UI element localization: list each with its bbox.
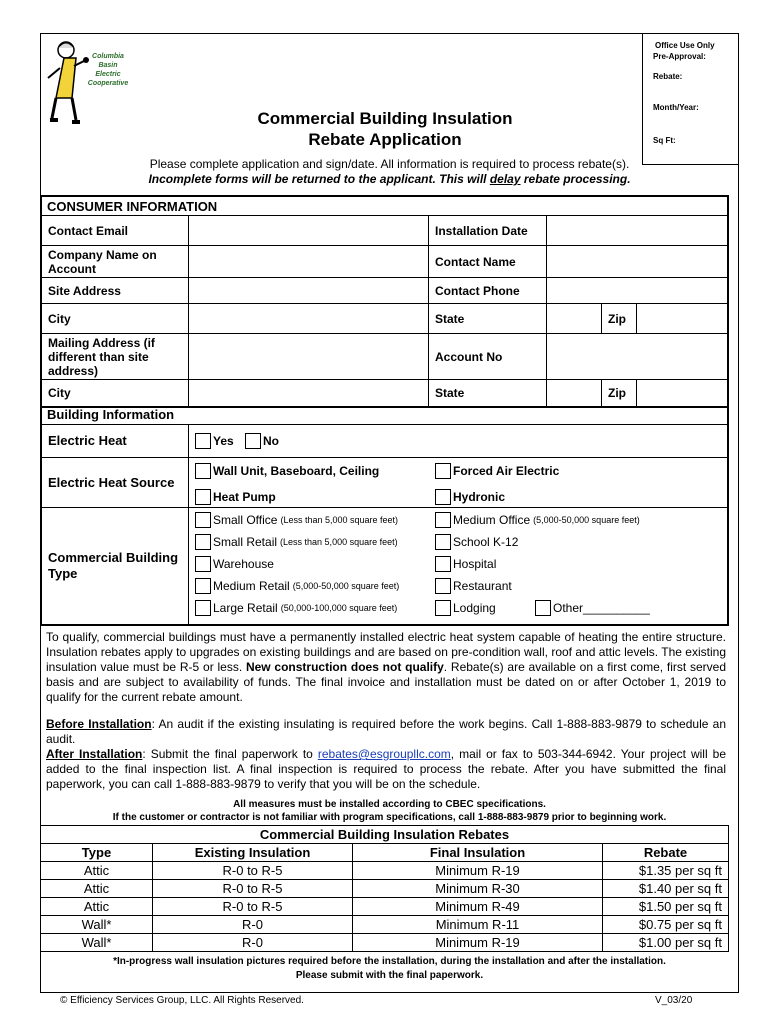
table-cell: Wall* bbox=[41, 916, 153, 934]
checkbox-icon[interactable] bbox=[195, 489, 211, 505]
electric-heat-no[interactable]: No bbox=[245, 433, 279, 449]
table-cell: $1.50 per sq ft bbox=[603, 898, 729, 916]
state-field[interactable] bbox=[547, 304, 602, 333]
electric-heat-yes[interactable]: Yes bbox=[195, 433, 234, 449]
contact-phone-label: Contact Phone bbox=[429, 278, 547, 303]
table-row bbox=[41, 916, 729, 934]
table-cell: Attic bbox=[41, 862, 153, 880]
checkbox-icon[interactable] bbox=[195, 578, 211, 594]
table-row bbox=[42, 334, 727, 380]
mailing-address-label: Mailing Address (if different than site address) bbox=[42, 334, 189, 379]
option-large-retail[interactable]: Large Retail (50,000-100,000 square feet) bbox=[195, 600, 397, 616]
table-row bbox=[41, 844, 729, 862]
table-row bbox=[42, 508, 727, 624]
column-header: Rebate bbox=[603, 844, 729, 862]
contact-name-field[interactable] bbox=[547, 246, 727, 277]
table-row bbox=[41, 826, 729, 844]
mailing-address-field[interactable] bbox=[189, 334, 429, 379]
copyright: © Efficiency Services Group, LLC. All Rights Reserved. bbox=[60, 995, 304, 1006]
checkbox-icon[interactable] bbox=[195, 534, 211, 550]
table-cell: Minimum R-19 bbox=[353, 862, 603, 880]
table-cell: Minimum R-30 bbox=[353, 880, 603, 898]
form-title: Commercial Building Insulation Rebate Application bbox=[257, 109, 513, 149]
consumer-information-table bbox=[40, 195, 729, 408]
option-heat-pump[interactable]: Heat Pump bbox=[195, 489, 276, 505]
option-hydronic[interactable]: Hydronic bbox=[435, 489, 505, 505]
checkbox-icon[interactable] bbox=[435, 489, 451, 505]
table-cell: Minimum R-49 bbox=[353, 898, 603, 916]
option-restaurant[interactable]: Restaurant bbox=[435, 578, 512, 594]
checkbox-icon[interactable] bbox=[195, 433, 211, 449]
building-information-table bbox=[40, 405, 729, 626]
site-address-label: Site Address bbox=[42, 278, 189, 303]
consumer-info-header: CONSUMER INFORMATION bbox=[42, 197, 727, 216]
installation-date-label: Installation Date bbox=[429, 216, 547, 245]
logo-text: Columbia Basin Electric Cooperative bbox=[87, 53, 129, 87]
checkbox-icon[interactable] bbox=[435, 463, 451, 479]
office-sqft-label: Sq Ft: bbox=[653, 136, 676, 145]
version: V_03/20 bbox=[655, 995, 693, 1006]
checkbox-icon[interactable] bbox=[435, 600, 451, 616]
option-hospital[interactable]: Hospital bbox=[435, 556, 496, 572]
option-wall-unit[interactable]: Wall Unit, Baseboard, Ceiling bbox=[195, 463, 379, 479]
option-small-retail[interactable]: Small Retail (Less than 5,000 square feet) bbox=[195, 534, 398, 550]
table-row bbox=[42, 216, 727, 246]
table-row bbox=[42, 458, 727, 508]
table-cell: R-0 to R-5 bbox=[153, 880, 353, 898]
option-lodging[interactable]: Lodging bbox=[435, 600, 496, 616]
building-info-header: Building Information bbox=[42, 405, 727, 425]
checkbox-icon[interactable] bbox=[195, 463, 211, 479]
table-cell: R-0 to R-5 bbox=[153, 898, 353, 916]
table-cell: $1.00 per sq ft bbox=[603, 934, 729, 952]
column-header: Type bbox=[41, 844, 153, 862]
office-use-box bbox=[642, 33, 739, 165]
table-row bbox=[41, 934, 729, 952]
rebate-table bbox=[40, 825, 729, 952]
zip-field[interactable] bbox=[637, 304, 727, 333]
table-row bbox=[42, 425, 727, 458]
city-field[interactable] bbox=[189, 304, 429, 333]
table-row bbox=[41, 880, 729, 898]
table-cell: $1.35 per sq ft bbox=[603, 862, 729, 880]
office-month-year-label: Month/Year: bbox=[653, 103, 699, 112]
checkbox-icon[interactable] bbox=[435, 556, 451, 572]
table-cell: Attic bbox=[41, 898, 153, 916]
contact-before-work-note: If the customer or contractor is not familiar with program specifications, call 1-888-883-9879 prior to beginning work. bbox=[112, 812, 667, 823]
account-no-field[interactable] bbox=[547, 334, 727, 379]
option-other[interactable]: Other__________ bbox=[535, 600, 650, 616]
heat-source-label: Electric Heat Source bbox=[42, 458, 189, 507]
table-cell: R-0 bbox=[153, 916, 353, 934]
checkbox-icon[interactable] bbox=[435, 534, 451, 550]
checkbox-icon[interactable] bbox=[435, 578, 451, 594]
table-cell: Minimum R-11 bbox=[353, 916, 603, 934]
table-cell: Attic bbox=[41, 880, 153, 898]
table-row bbox=[42, 304, 727, 334]
pre-approval-label: Pre-Approval: bbox=[653, 52, 706, 61]
company-name-label: Company Name on Account bbox=[42, 246, 189, 277]
table-cell: Wall* bbox=[41, 934, 153, 952]
table-cell: Minimum R-19 bbox=[353, 934, 603, 952]
option-medium-retail[interactable]: Medium Retail (5,000-50,000 square feet) bbox=[195, 578, 399, 594]
submit-note: Please submit with the final paperwork. bbox=[295, 970, 484, 981]
rebates-email-link[interactable]: rebates@esgroupllc.com bbox=[317, 747, 451, 761]
electric-heat-label: Electric Heat bbox=[42, 425, 189, 457]
incomplete-warning: Incomplete forms will be returned to the applicant. This will delay rebate processing. bbox=[148, 172, 631, 186]
checkbox-icon[interactable] bbox=[195, 600, 211, 616]
mailing-state-field[interactable] bbox=[547, 380, 602, 406]
option-forced-air[interactable]: Forced Air Electric bbox=[435, 463, 559, 479]
checkbox-icon[interactable] bbox=[435, 512, 451, 528]
contact-email-field[interactable] bbox=[189, 216, 429, 245]
table-cell: $0.75 per sq ft bbox=[603, 916, 729, 934]
mailing-city-field[interactable] bbox=[189, 380, 429, 406]
checkbox-icon[interactable] bbox=[195, 512, 211, 528]
contact-phone-field[interactable] bbox=[547, 278, 727, 303]
mailing-zip-label: Zip bbox=[602, 380, 637, 406]
mailing-city-label: City bbox=[42, 380, 189, 406]
table-cell: $1.40 per sq ft bbox=[603, 880, 729, 898]
table-row bbox=[41, 862, 729, 880]
table-row bbox=[41, 898, 729, 916]
contact-name-label: Contact Name bbox=[429, 246, 547, 277]
building-type-label: Commercial Building Type bbox=[42, 508, 189, 624]
rebate-table-title: Commercial Building Insulation Rebates bbox=[41, 826, 729, 844]
contact-email-label: Contact Email bbox=[42, 216, 189, 245]
checkbox-icon[interactable] bbox=[195, 556, 211, 572]
zip-label: Zip bbox=[602, 304, 637, 333]
mailing-zip-field[interactable] bbox=[637, 380, 727, 406]
site-address-field[interactable] bbox=[189, 278, 429, 303]
checkbox-icon[interactable] bbox=[245, 433, 261, 449]
option-small-office[interactable]: Small Office (Less than 5,000 square feet) bbox=[195, 512, 398, 528]
table-row bbox=[42, 278, 727, 304]
option-school[interactable]: School K-12 bbox=[435, 534, 518, 550]
installation-date-field[interactable] bbox=[547, 216, 727, 245]
after-installation-paragraph: After Installation: Submit the final paperwork to rebates@esgroupllc.com, mail or fax to 503-344-6942. Your project will be added to the final inspection list. A final inspection is required to process the rebate. After you have submitted the final paperwork, you can call 1-888-883-9879 to verify that you will be on the schedule. bbox=[46, 747, 726, 791]
state-label: State bbox=[429, 304, 547, 333]
office-rebate-label: Rebate: bbox=[653, 72, 683, 81]
table-cell: R-0 to R-5 bbox=[153, 862, 353, 880]
column-header: Final Insulation bbox=[353, 844, 603, 862]
table-row bbox=[42, 246, 727, 278]
company-name-field[interactable] bbox=[189, 246, 429, 277]
account-no-label: Account No bbox=[429, 334, 547, 379]
before-installation-paragraph: Before Installation: An audit if the existing insulating is required before the work begins. Call 1-888-883-9879 to schedule an audit. bbox=[46, 717, 726, 746]
table-row bbox=[42, 380, 727, 406]
table-cell: R-0 bbox=[153, 934, 353, 952]
qualification-paragraph: To qualify, commercial buildings must have a permanently installed electric heat system capable of heating the entire structure. Insulation rebates apply to upgrades on existing buildings and are based on pre-condition wall, roof and attic levels. The existing insulation value must be R-5 or less. New construction does not qualify. Rebate(s) are available on a first come, first served basis and are subject to availability of funds. The final invoice and installation must be dated on or after October 1, 2019 to qualify for the current rebate amount. bbox=[46, 630, 727, 704]
option-medium-office[interactable]: Medium Office (5,000-50,000 square feet) bbox=[435, 512, 640, 528]
city-label: City bbox=[42, 304, 189, 333]
wall-photo-note: *In-progress wall insulation pictures required before the installation, during the installation and after the installation. bbox=[113, 956, 666, 967]
option-warehouse[interactable]: Warehouse bbox=[195, 556, 274, 572]
office-use-heading: Office Use Only bbox=[655, 41, 715, 50]
column-header: Existing Insulation bbox=[153, 844, 353, 862]
mailing-state-label: State bbox=[429, 380, 547, 406]
intro-instructions: Please complete application and sign/date. All information is required to process rebate(s). bbox=[149, 157, 630, 171]
cbec-spec-note: All measures must be installed according to CBEC specifications. bbox=[233, 799, 546, 810]
checkbox-icon[interactable] bbox=[535, 600, 551, 616]
